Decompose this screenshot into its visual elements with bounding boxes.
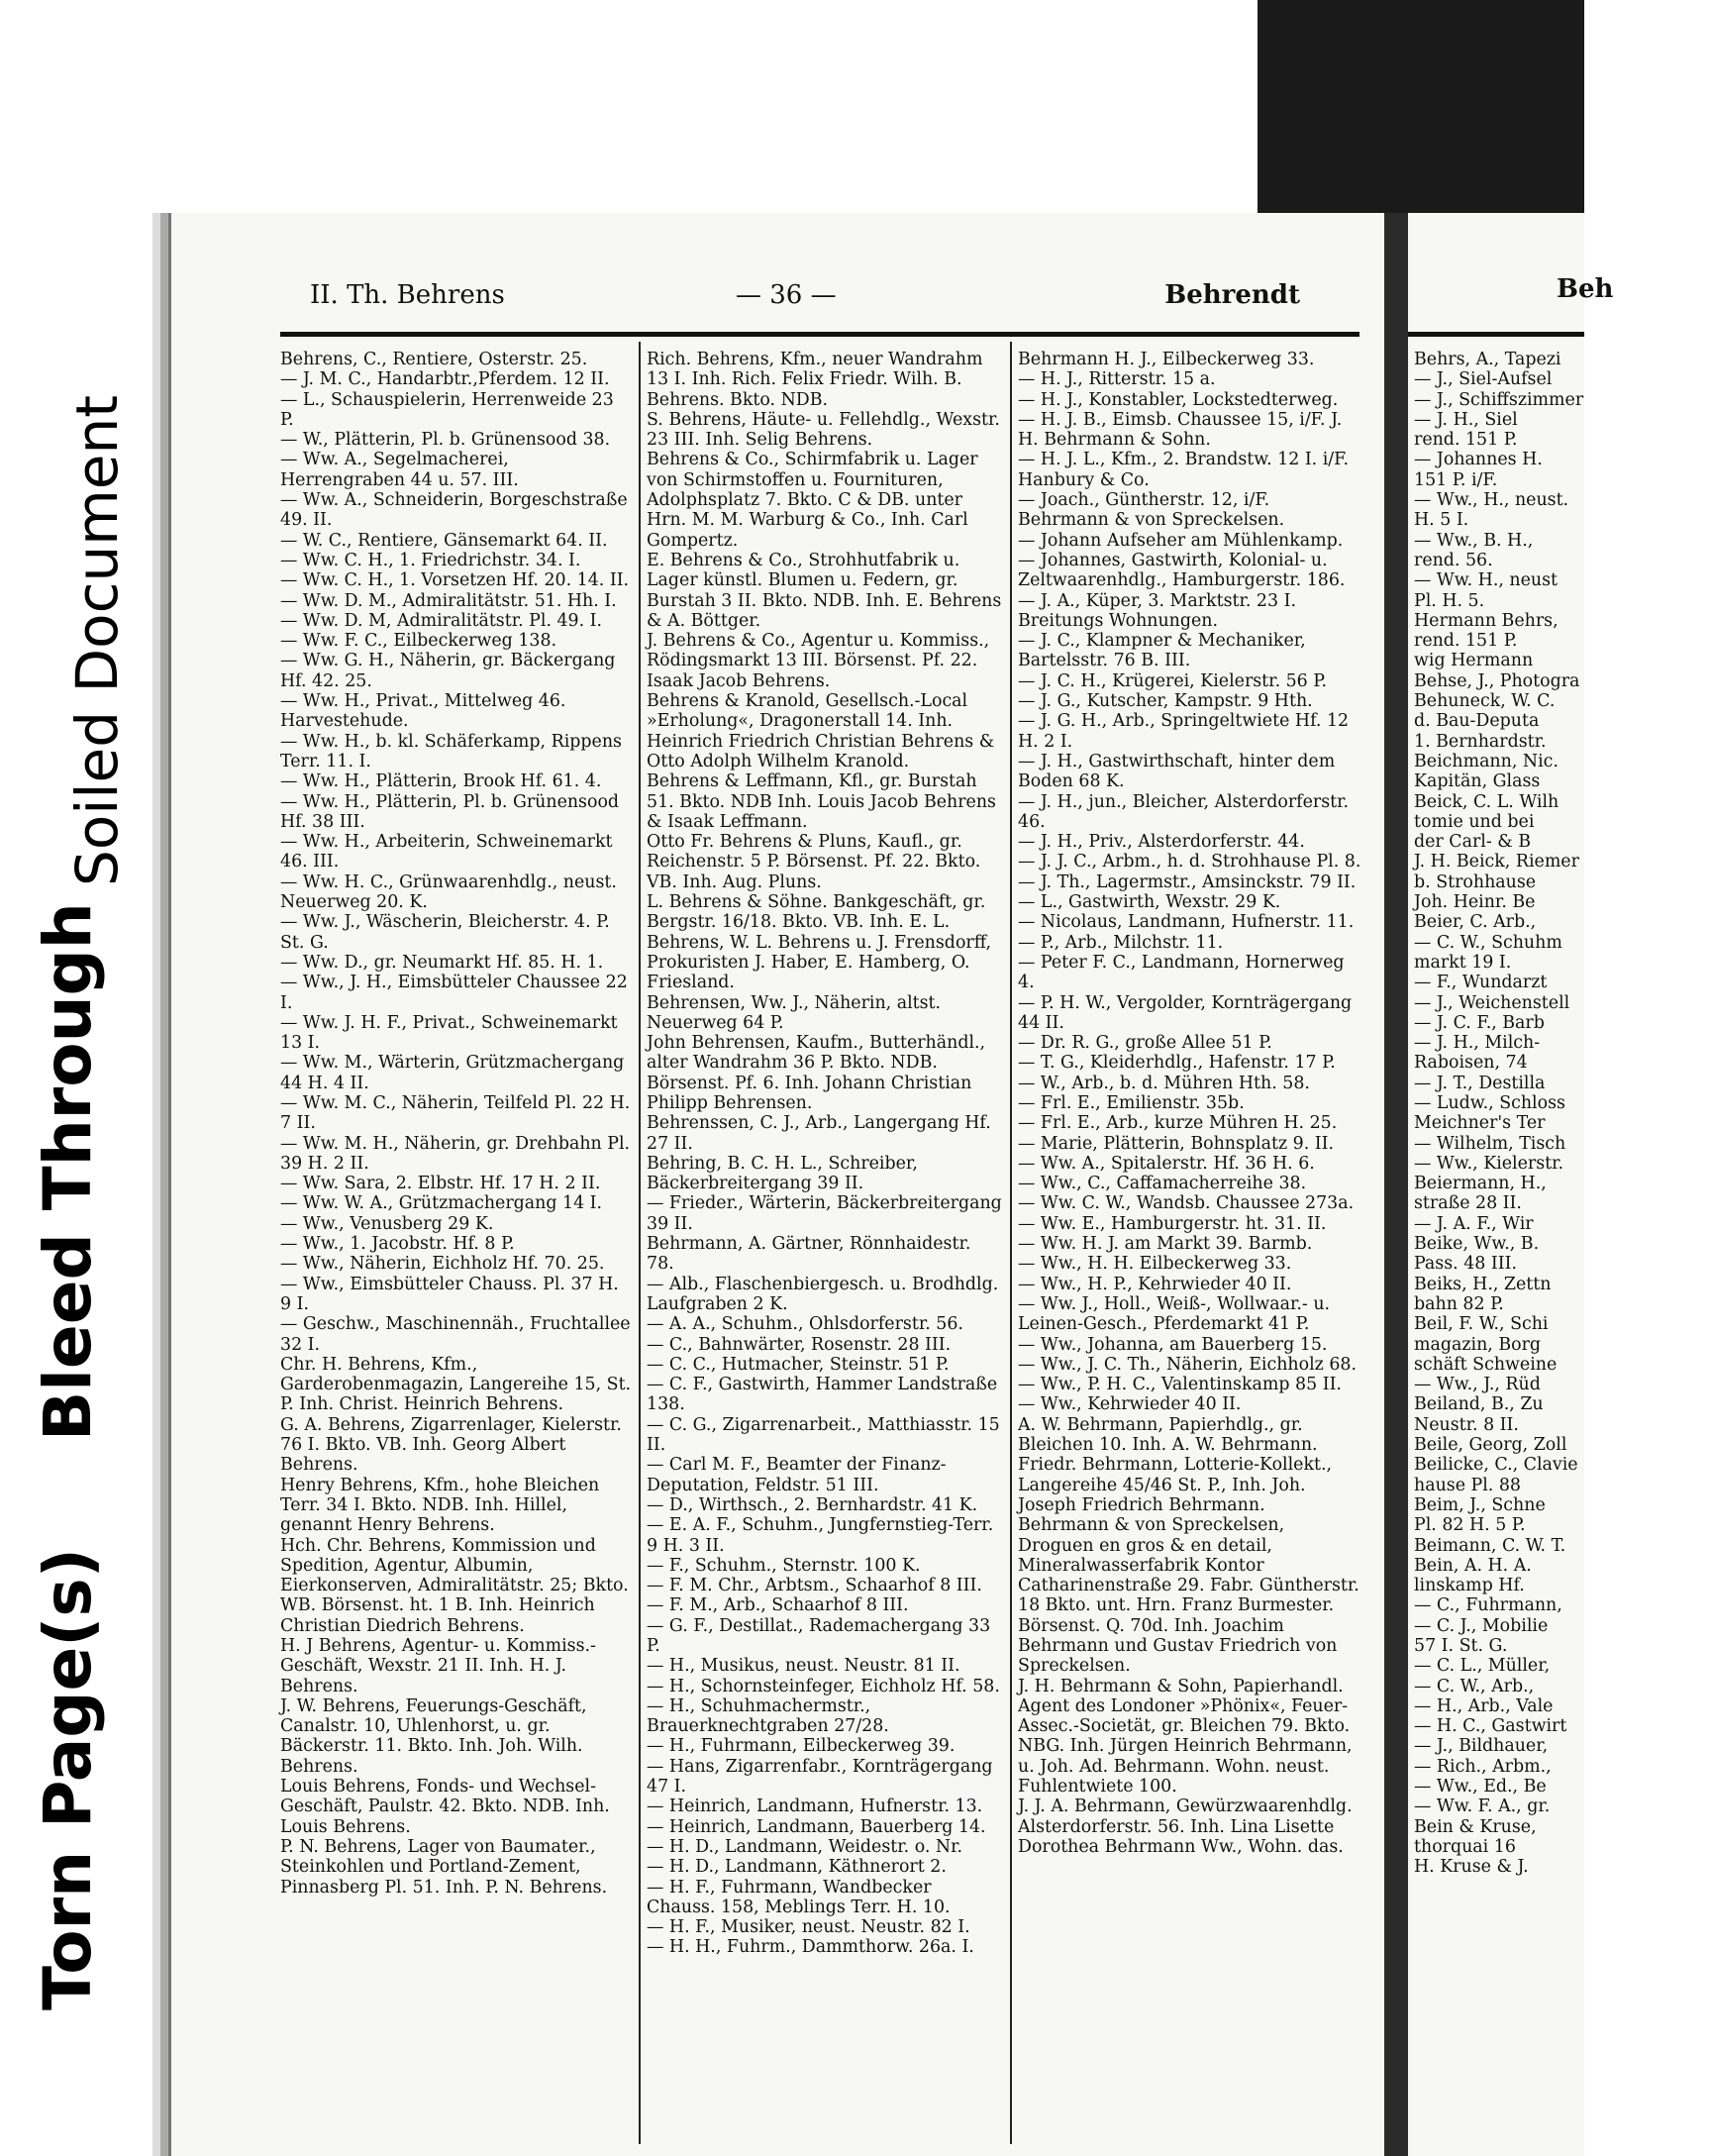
directory-entry: — Ww. H. J. am Markt 39. Barmb.	[1018, 1234, 1313, 1255]
next-page-line: der Carl- & B	[1414, 832, 1532, 853]
next-page-line: Beichmann, Nic.	[1414, 751, 1559, 771]
next-page-line: Beiland, B., Zu	[1414, 1394, 1544, 1415]
next-page-line: rend. 151 P.	[1414, 430, 1518, 451]
directory-entry: — Ww. C. H., 1. Vorsetzen Hf. 20. 14. II.	[280, 570, 630, 591]
next-page-line: — J., Schiffszimmer	[1414, 389, 1584, 410]
next-page-line: — J. C. F., Barb	[1414, 1012, 1545, 1033]
directory-entry: Behrmann, A. Gärtner, Rönnhaidestr. 78.	[647, 1234, 971, 1275]
next-page-line: — C. J., Mobilie	[1414, 1615, 1549, 1636]
directory-entry: — Ww., J. C. Th., Näherin, Eichholz 68.	[1018, 1354, 1357, 1375]
directory-entry: — J. A., Küper, 3. Marktstr. 23 I. Breitungs Wohnungen.	[1018, 590, 1296, 631]
directory-entry: — A. A., Schuhm., Ohlsdorferstr. 56.	[647, 1314, 963, 1335]
next-page-line: b. Strohhause	[1414, 872, 1537, 892]
directory-entry: — Ww. A., Segelmacherei, Herrengraben 44 u. 57. III.	[280, 450, 519, 490]
next-page-line: Meichner's Ter	[1414, 1113, 1546, 1134]
directory-entry: — Ww. M. H., Näherin, gr. Drehbahn Pl. 39 H. 2 II.	[280, 1133, 631, 1174]
directory-entry: — J. M. C., Handarbtr.,Pferdem. 12 II.	[280, 369, 610, 390]
directory-entry: — Ww., Johanna, am Bauerberg 15.	[1018, 1334, 1328, 1355]
directory-entry: — Ww., P. H. C., Valentinskamp 85 II.	[1018, 1375, 1342, 1395]
next-page-line: Beick, C. L. Wilh	[1414, 791, 1560, 812]
directory-entry: — Ww. H., Privat., Mittelweg 46. Harvestehude.	[280, 691, 566, 732]
directory-page	[168, 213, 1384, 2156]
header-rule	[280, 332, 1359, 337]
directory-entry: — Hans, Zigarrenfabr., Kornträgergang 47 I.	[647, 1756, 993, 1797]
directory-entry: — Johannes, Gastwirth, Kolonial- u. Zeltwaarenhdlg., Hamburgerstr. 186.	[1018, 550, 1346, 591]
next-page-line: hause Pl. 88	[1414, 1475, 1521, 1495]
directory-entry: — H. J. B., Eimsb. Chaussee 15, i/F. J. H. Behrmann & Sohn.	[1018, 409, 1343, 451]
directory-entry: — Ww. H., Arbeiterin, Schweinemarkt 46. III.	[280, 832, 613, 873]
next-page-line: — C. W., Schuhm	[1414, 932, 1562, 953]
directory-entry: — D., Wirthsch., 2. Bernhardstr. 41 K.	[647, 1494, 978, 1515]
directory-entry: — Ww. J., Wäscherin, Bleicherstr. 4. P. St. G.	[280, 912, 610, 953]
next-page-rule	[1408, 332, 1584, 337]
directory-entry: — H. J., Ritterstr. 15 a.	[1018, 369, 1216, 390]
stamp-soiled-document: Soiled Document	[63, 395, 131, 886]
stamp-bleed-through: Bleed Through	[30, 902, 106, 1441]
next-page-header: Beh	[1557, 274, 1614, 304]
directory-entry: Behring, B. C. H. L., Schreiber, Bäckerbreitergang 39 II.	[647, 1153, 918, 1194]
directory-entry: — H., Musikus, neust. Neustr. 81 II.	[647, 1656, 960, 1677]
directory-entry: — Ww. A., Spitalerstr. Hf. 36 H. 6.	[1018, 1153, 1315, 1174]
column-divider	[639, 342, 641, 2144]
directory-entry: — Ww., Kehrwieder 40 II.	[1018, 1394, 1242, 1415]
directory-column-2	[647, 350, 1003, 2142]
next-page-column	[1414, 350, 1711, 1878]
directory-entry: — H., Schornsteinfeger, Eichholz Hf. 58.	[647, 1676, 1000, 1696]
next-page-line: Kapitän, Glass	[1414, 771, 1541, 792]
directory-entry: S. Behrens, Häute- u. Fellehdlg., Wexstr. 23 III. Inh. Selig Behrens.	[647, 409, 1000, 451]
directory-entry: John Behrensen, Kaufm., Butterhändl., alter Wandrahm 36 P. Bkto. NDB. Börsenst. Pf. 6. Inh. Johann Christian Philipp Behrensen.	[647, 1033, 986, 1113]
next-page-line: straße 28 II.	[1414, 1193, 1522, 1214]
directory-entry: Henry Behrens, Kfm., hohe Bleichen Terr. 34 I. Bkto. NDB. Inh. Hillel, genannt Henry Behrens.	[280, 1475, 600, 1536]
next-page-line: — Rich., Arbm.,	[1414, 1756, 1552, 1777]
directory-entry: — Marie, Plätterin, Bohnsplatz 9. II.	[1018, 1133, 1335, 1154]
next-page-line: H. Kruse & J.	[1414, 1857, 1529, 1878]
directory-entry: — C. G., Zigarrenarbeit., Matthiasstr. 15 II.	[647, 1414, 1000, 1456]
directory-entry: — Johann Aufseher am Mühlenkamp.	[1018, 530, 1344, 551]
directory-entry: J. J. A. Behrmann, Gewürzwaarenhdlg. Alsterdorferstr. 56. Inh. Lina Lisette Dorothea Behrmann Ww., Wohn. das.	[1018, 1797, 1353, 1857]
next-page-line: Beiks, H., Zettn	[1414, 1274, 1552, 1294]
directory-entry: — C. F., Gastwirth, Hammer Landstraße 138.	[647, 1375, 998, 1415]
next-page-line: rend. 151 P.	[1414, 631, 1518, 652]
next-page-line: 1. Bernhardstr.	[1414, 731, 1547, 752]
directory-entry: — J. C. H., Krügerei, Kielerstr. 56 P.	[1018, 670, 1327, 691]
directory-entry: — H. J., Konstabler, Lockstedterweg.	[1018, 389, 1339, 410]
directory-entry: — Ww. H., Plätterin, Brook Hf. 61. 4.	[280, 771, 602, 792]
next-page-line: — Wilhelm, Tisch	[1414, 1133, 1566, 1154]
header-section: II. Th. Behrens	[310, 280, 505, 310]
directory-entry: — J. C., Klampner & Mechaniker, Bartelsstr. 76 B. III.	[1018, 631, 1306, 671]
directory-entry: — Ww., Näherin, Eichholz Hf. 70. 25.	[280, 1254, 605, 1275]
directory-entry: Friedr. Behrmann, Lotterie-Kollekt., Langereihe 45/46 St. P., Inh. Joh. Joseph Friedrich Behrmann.	[1018, 1455, 1333, 1515]
next-page-line: wig Hermann	[1414, 651, 1534, 671]
column-divider	[1010, 342, 1012, 2144]
directory-entry: — J. G., Kutscher, Kampstr. 9 Hth.	[1018, 691, 1313, 712]
directory-entry: — P., Arb., Milchstr. 11.	[1018, 932, 1224, 953]
next-page-edge	[1408, 213, 1614, 2156]
directory-entry: — J. G. H., Arb., Springeltwiete Hf. 12 H. 2 I.	[1018, 711, 1350, 752]
directory-entry: — Ww. H. C., Grünwaarenhdlg., neust. Neuerweg 20. K.	[280, 872, 617, 913]
next-page-line: rend. 56.	[1414, 550, 1493, 570]
directory-entry: — Joach., Güntherstr. 12, i/F. Behrmann & von Spreckelsen.	[1018, 490, 1285, 531]
directory-entry: E. Behrens & Co., Strohhutfabrik u. Lager künstl. Blumen u. Federn, gr. Burstah 3 II. Bkto. NDB. Inh. E. Behrens & A. Böttger.	[647, 550, 1002, 631]
directory-column-3	[1018, 350, 1364, 2142]
directory-entry: P. N. Behrens, Lager von Baumater., Steinkohlen und Portland-Zement, Pinnasberg Pl. 51. Inh. P. N. Behrens.	[280, 1836, 608, 1898]
directory-entry: — Ww. G. H., Näherin, gr. Bäckergang Hf. 42. 25.	[280, 651, 616, 691]
directory-entry: — F. M. Chr., Arbtsm., Schaarhof 8 III.	[647, 1576, 982, 1596]
directory-entry: — J. Th., Lagermstr., Amsinckstr. 79 II.	[1018, 872, 1357, 892]
directory-entry: — W., Plätterin, Pl. b. Grünensood 38.	[280, 430, 611, 451]
next-page-line: Beiermann, H.,	[1414, 1174, 1547, 1194]
directory-entry: Chr. H. Behrens, Kfm., Garderobenmagazin, Langereihe 15, St. P. Inh. Christ. Heinrich Behrens.	[280, 1354, 632, 1415]
directory-entry: — H. J. L., Kfm., 2. Brandstw. 12 I. i/F. Hanbury & Co.	[1018, 450, 1350, 490]
directory-entry: — L., Schauspielerin, Herrenweide 23 P.	[280, 389, 614, 430]
next-page-line: — J. H., Milch-	[1414, 1033, 1541, 1054]
directory-entry: — H. D., Landmann, Weidestr. o. Nr.	[647, 1836, 963, 1857]
directory-entry: Hch. Chr. Behrens, Kommission und Spedition, Agentur, Albumin, Eierkonserven, Admiralitätstr. 25; Bkto. WB. Börsenst. ht. 1 B. Inh. Heinrich Christian Diedrich Behrens.	[280, 1535, 629, 1636]
directory-entry: — H. F., Musiker, neust. Neustr. 82 I.	[647, 1917, 970, 1938]
directory-entry: — Geschw., Maschinennäh., Fruchtallee 32 I.	[280, 1314, 631, 1355]
directory-entry: — Nicolaus, Landmann, Hufnerstr. 11.	[1018, 912, 1355, 933]
directory-entry: — Ww. E., Hamburgerstr. ht. 31. II.	[1018, 1213, 1327, 1234]
next-page-line: H. 5 I.	[1414, 510, 1469, 531]
next-page-line: schäft Schweine	[1414, 1354, 1558, 1375]
next-page-line: — J. A. F., Wir	[1414, 1213, 1534, 1234]
next-page-line: markt 19 I.	[1414, 952, 1512, 973]
next-page-line: J. H. Beick, Riemer	[1414, 852, 1579, 873]
directory-entry: — F. M., Arb., Schaarhof 8 III.	[647, 1595, 909, 1616]
directory-entry: — W., Arb., b. d. Mühren Hth. 58.	[1018, 1073, 1310, 1093]
directory-entry: — H., Fuhrmann, Eilbeckerweg 39.	[647, 1736, 956, 1757]
directory-entry: — J. J. C., Arbm., h. d. Strohhause Pl. 8.	[1018, 852, 1361, 873]
directory-column-1	[280, 350, 632, 2142]
next-page-line: — Ww. F. A., gr.	[1414, 1797, 1551, 1817]
next-page-line: — C. L., Müller,	[1414, 1656, 1551, 1677]
directory-entry: — T. G., Kleiderhdlg., Hafenstr. 17 P.	[1018, 1053, 1336, 1074]
directory-entry: Rich. Behrens, Kfm., neuer Wandrahm 13 I. Inh. Rich. Felix Friedr. Wilh. B. Behrens. Bkto. NDB.	[647, 350, 983, 410]
page-number: — 36 —	[736, 280, 837, 310]
next-page-line: — Ww., J., Rüd	[1414, 1375, 1541, 1395]
directory-entry: — C., Bahnwärter, Rosenstr. 28 III.	[647, 1334, 952, 1355]
next-page-line: Beile, Georg, Zoll	[1414, 1435, 1567, 1456]
next-page-line: bahn 82 P.	[1414, 1293, 1504, 1314]
next-page-line: 57 I. St. G.	[1414, 1636, 1508, 1656]
next-page-line: Behse, J., Photogra	[1414, 670, 1580, 691]
directory-entry: — Ww. W. A., Grützmachergang 14 I.	[280, 1193, 603, 1214]
directory-entry: — G. F., Destillat., Rademachergang 33 P.	[647, 1615, 991, 1656]
directory-entry: — P. H. W., Vergolder, Kornträgergang 44 II.	[1018, 992, 1353, 1033]
next-page-line: — Ww. H., neust	[1414, 570, 1559, 591]
directory-entry: — Ww., Eimsbütteler Chauss. Pl. 37 H. 9 I.	[280, 1274, 619, 1314]
directory-entry: — Ww., J. H., Eimsbütteler Chaussee 22 I.	[280, 973, 628, 1013]
directory-entry: Behrensen, Ww. J., Näherin, altst. Neuerweg 64 P.	[647, 992, 942, 1033]
next-page-line: Behrs, A., Tapezi	[1414, 350, 1561, 369]
directory-entry: — Ww. H., Plätterin, Pl. b. Grünensood Hf. 38 III.	[280, 791, 620, 832]
next-page-line: — Ww., Ed., Be	[1414, 1777, 1547, 1797]
directory-entry: — Ww. M. C., Näherin, Teilfeld Pl. 22 H. 7 II.	[280, 1092, 631, 1134]
directory-entry: — Ww. A., Schneiderin, Borgeschstraße 49. II.	[280, 490, 628, 531]
header-catchword: Behrendt	[1164, 280, 1300, 310]
next-page-line: Neustr. 8 II.	[1414, 1414, 1519, 1435]
next-page-line: magazin, Borg	[1414, 1334, 1542, 1355]
directory-entry: — Carl M. F., Beamter der Finanz-Deputation, Feldstr. 51 III.	[647, 1455, 947, 1495]
directory-entry: Behrens & Leffmann, Kfl., gr. Burstah 51. Bkto. NDB Inh. Louis Jacob Behrens & Isaak Leffmann.	[647, 771, 996, 832]
directory-entry: A. W. Behrmann, Papierhdlg., gr. Bleichen 10. Inh. A. W. Behrmann.	[1018, 1414, 1318, 1456]
next-page-line: — Ww., H., neust.	[1414, 490, 1569, 511]
next-page-line: Beike, Ww., B.	[1414, 1234, 1540, 1255]
next-page-line: Behuneck, W. C.	[1414, 691, 1556, 712]
directory-entry: Behrens & Co., Schirmfabrik u. Lager von Schirmstoffen u. Fournituren, Adolphsplatz 7. Bkto. C & DB. unter Hrn. M. M. Warburg & Co., Inh. Carl Gompertz.	[647, 450, 978, 551]
next-page-line: Beimann, C. W. T.	[1414, 1535, 1566, 1556]
directory-entry: Behrmann & von Spreckelsen, Droguen en gros & en detail, Mineralwasserfabrik Kontor Catharinenstraße 29. Fabr. Güntherstr. 18 Bkto. unt. Hrn. Franz Burmester. Börsenst. Q. 70d. Inh. Joachim Behrmann und Gustav Friedrich von Spreckelsen.	[1018, 1515, 1359, 1677]
directory-entry: — E. A. F., Schuhm., Jungfernstieg-Terr. 9 H. 3 II.	[647, 1515, 994, 1556]
directory-entry: — H. H., Fuhrm., Dammthorw. 26a. I.	[647, 1937, 974, 1958]
next-page-line: thorquai 16	[1414, 1836, 1516, 1857]
next-page-line: — F., Wundarzt	[1414, 973, 1548, 993]
directory-entry: Behrens & Kranold, Gesellsch.-Local »Erholung«, Dragonerstall 14. Inh. Heinrich Friedrich Christian Behrens & Otto Adolph Wilhelm Kranold.	[647, 691, 995, 771]
page-header	[310, 280, 1300, 320]
next-page-line: Beil, F. W., Schi	[1414, 1314, 1549, 1335]
directory-entry: Behrmann H. J., Eilbeckerweg 33.	[1018, 350, 1315, 369]
next-page-line: — C. W., Arb.,	[1414, 1676, 1535, 1696]
next-page-line: linskamp Hf.	[1414, 1576, 1525, 1596]
directory-entry: — Peter F. C., Landmann, Hornerweg 4.	[1018, 952, 1345, 993]
next-page-line: Pl. H. 5.	[1414, 590, 1485, 611]
directory-entry: L. Behrens & Söhne. Bankgeschäft, gr. Bergstr. 16/18. Bkto. VB. Inh. E. L. Behrens, W. L. Behrens u. J. Frensdorff, Prokuristen J. Haber, E. Hamberg, O. Friesland.	[647, 892, 991, 993]
next-page-line: Bein, A. H. A.	[1414, 1555, 1532, 1576]
directory-entry: — F., Schuhm., Sternstr. 100 K.	[647, 1555, 921, 1576]
next-page-line: tomie und bei	[1414, 811, 1535, 832]
next-page-line: Pass. 48 III.	[1414, 1254, 1517, 1275]
directory-entry: — Alb., Flaschenbiergesch. u. Brodhdlg. Laufgraben 2 K.	[647, 1274, 999, 1314]
next-page-line: Beier, C. Arb.,	[1414, 912, 1537, 933]
directory-entry: J. W. Behrens, Feuerungs-Geschäft, Canalstr. 10, Uhlenhorst, u. gr. Bäckerstr. 11. Bkto. Inh. Joh. Wilh. Behrens.	[280, 1695, 587, 1777]
next-page-line: — J. T., Destilla	[1414, 1073, 1546, 1093]
next-page-line: Hermann Behrs,	[1414, 610, 1559, 631]
directory-entry: — Ww. J., Holl., Weiß-, Wollwaar.- u. Leinen-Gesch., Pferdemarkt 41 P.	[1018, 1293, 1331, 1335]
next-page-line: 151 P. i/F.	[1414, 469, 1498, 490]
directory-entry: — Ww., H. H. Eilbeckerweg 33.	[1018, 1254, 1292, 1275]
directory-entry: — Ww. F. C., Eilbeckerweg 138.	[280, 631, 557, 652]
next-page-line: Beim, J., Schne	[1414, 1494, 1546, 1515]
next-page-line: Joh. Heinr. Be	[1414, 892, 1536, 913]
directory-entry: — Ww. Sara, 2. Elbstr. Hf. 17 H. 2 II.	[280, 1174, 601, 1194]
directory-entry: Louis Behrens, Fonds- und Wechsel-Geschäft, Paulstr. 42. Bkto. NDB. Inh. Louis Behrens.	[280, 1777, 610, 1837]
next-page-line: — Ww., B. H.,	[1414, 530, 1534, 551]
directory-entry: — Ww., H. P., Kehrwieder 40 II.	[1018, 1274, 1292, 1294]
directory-entry: — Ww. J. H. F., Privat., Schweinemarkt 13 I.	[280, 1012, 618, 1054]
directory-entry: — Ww. D., gr. Neumarkt Hf. 85. H. 1.	[280, 952, 604, 973]
directory-entry: H. J Behrens, Agentur- u. Kommiss.-Geschäft, Wexstr. 21 II. Inh. H. J. Behrens.	[280, 1636, 596, 1696]
directory-entry: — Ww. C. W., Wandsb. Chaussee 273a.	[1018, 1193, 1355, 1214]
directory-entry: — Ww. M., Wärterin, Grützmachergang 44 H. 4 II.	[280, 1053, 625, 1093]
directory-entry: Behrens, C., Rentiere, Osterstr. 25.	[280, 350, 588, 369]
directory-entry: — J. H., jun., Bleicher, Alsterdorferstr. 46.	[1018, 791, 1350, 832]
directory-entry: — Frl. E., Emilienstr. 35b.	[1018, 1092, 1245, 1113]
directory-entry: J. H. Behrmann & Sohn, Papierhandl. Agent des Londoner »Phönix«, Feuer-Assec.-Societät, gr. Bleichen 79. Bkto. NBG. Inh. Jürgen Heinrich Behrmann, u. Joh. Ad. Behrmann. Wohn. neust. Fuhlentwiete 100.	[1018, 1676, 1353, 1797]
directory-entry: — Heinrich, Landmann, Bauerberg 14.	[647, 1816, 986, 1837]
directory-entry: — Ww. C. H., 1. Friedrichstr. 34. I.	[280, 550, 581, 570]
directory-entry: — Dr. R. G., große Allee 51 P.	[1018, 1033, 1272, 1054]
directory-entry: — J. H., Gastwirthschaft, hinter dem Boden 68 K.	[1018, 751, 1336, 792]
next-page-line: — J., Weichenstell	[1414, 992, 1570, 1013]
directory-entry: — Ww. D. M., Admiralitätstr. 51. Hh. I.	[280, 590, 617, 611]
directory-entry: — H. F., Fuhrmann, Wandbecker Chauss. 158, Meblings Terr. H. 10.	[647, 1877, 951, 1917]
next-page-line: — J., Bildhauer,	[1414, 1736, 1549, 1757]
next-page-line: — J., Siel-Aufsel	[1414, 369, 1553, 390]
directory-entry: — Ww. H., b. kl. Schäferkamp, Rippens Terr. 11. I.	[280, 731, 622, 771]
next-page-line: Pl. 82 H. 5 P.	[1414, 1515, 1526, 1536]
next-page-line: — Ludw., Schloss	[1414, 1092, 1565, 1113]
next-page-line: — C., Fuhrmann,	[1414, 1595, 1562, 1616]
next-page-line: — H. C., Gastwirt	[1414, 1716, 1567, 1737]
directory-entry: G. A. Behrens, Zigarrenlager, Kielerstr. 76 I. Bkto. VB. Inh. Georg Albert Behrens.	[280, 1414, 622, 1476]
next-page-line: Bein & Kruse,	[1414, 1816, 1537, 1837]
directory-entry: — J. H., Priv., Alsterdorferstr. 44.	[1018, 832, 1305, 853]
directory-entry: Behrenssen, C. J., Arb., Langergang Hf. 27 II.	[647, 1113, 991, 1154]
directory-entry: Otto Fr. Behrens & Pluns, Kaufl., gr. Reichenstr. 5 P. Börsenst. Pf. 22. Bkto. VB. Inh. Aug. Pluns.	[647, 832, 981, 892]
directory-entry: — Heinrich, Landmann, Hufnerstr. 13.	[647, 1797, 983, 1817]
directory-entry: — H. D., Landmann, Käthnerort 2.	[647, 1857, 947, 1878]
next-page-line: — J. H., Siel	[1414, 409, 1518, 430]
scan-background	[1258, 0, 1584, 213]
directory-entry: — Frl. E., Arb., kurze Mühren H. 25.	[1018, 1113, 1338, 1134]
directory-entry: — Ww. D. M, Admiralitätstr. Pl. 49. I.	[280, 610, 603, 631]
next-page-line: — Johannes H.	[1414, 450, 1543, 470]
next-page-line: Beilicke, C., Clavie	[1414, 1455, 1578, 1476]
stamp-torn-pages: Torn Page(s)	[30, 1548, 106, 2010]
directory-entry: — Ww., Venusberg 29 K.	[280, 1213, 494, 1234]
next-page-line: — Ww., Kielerstr.	[1414, 1153, 1564, 1174]
next-page-line: d. Bau-Deputa	[1414, 711, 1540, 732]
next-page-line: Raboisen, 74	[1414, 1053, 1528, 1074]
directory-entry: — Frieder., Wärterin, Bäckerbreitergang 39 II.	[647, 1193, 1002, 1234]
directory-entry: — C. C., Hutmacher, Steinstr. 51 P.	[647, 1354, 950, 1375]
next-page-line: — H., Arb., Vale	[1414, 1695, 1554, 1716]
directory-entry: — Ww., C., Caffamacherreihe 38.	[1018, 1174, 1307, 1194]
directory-entry: — H., Schuhmachermstr., Brauerknechtgraben 27/28.	[647, 1695, 889, 1737]
directory-entry: — L., Gastwirth, Wexstr. 29 K.	[1018, 892, 1281, 913]
directory-entry: — W. C., Rentiere, Gänsemarkt 64. II.	[280, 530, 608, 551]
directory-entry: J. Behrens & Co., Agentur u. Kommiss., Rödingsmarkt 13 III. Börsenst. Pf. 22. Isaak Jacob Behrens.	[647, 631, 990, 691]
directory-entry: — Ww., 1. Jacobstr. Hf. 8 P.	[280, 1234, 515, 1255]
